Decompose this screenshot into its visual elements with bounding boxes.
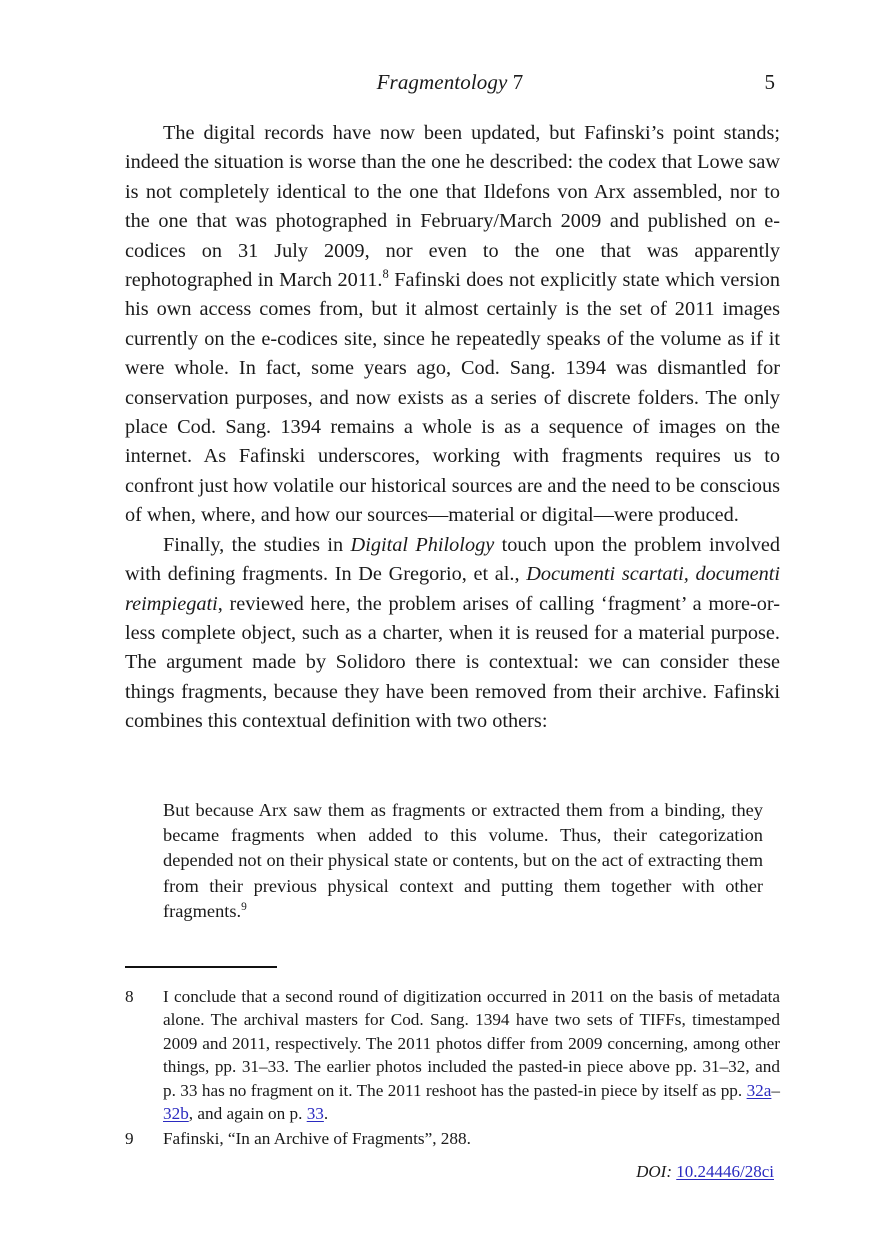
footnote-9-segment-1: Fafinski, “In an Archive of Fragments”, 288.	[163, 1129, 471, 1149]
volume-number: 7	[512, 70, 524, 94]
paragraph-2-segment-2: touch upon the problem involved with defining fragments. In De Gregorio, et al.,	[125, 533, 780, 586]
doi-link[interactable]: 10.24446/28ci	[676, 1162, 774, 1181]
footnote-reference-8[interactable]: 8	[382, 267, 389, 282]
footnote-8-segment-4: .	[323, 1104, 329, 1124]
block-quotation-body: But because Arx saw them as fragments or extracted them from a binding, they became fragments when added to this volume. Thus, their categorization depended not on their physical state or contents, but on the act of extracting them from their previous physical context and putting them together with other fragments.	[163, 800, 763, 921]
paragraph-1-segment-2: Fafinski does not explicitly state which version his own access comes from, but it almost certainly is the set of 2011 images currently on the e-codices site, since he repeatedly speaks of the volume as if it were whole. In fact, some years ago, Cod. Sang. 1394 was dismantled for conservation purposes, and now exists as a series of discrete folders. The only place Cod. Sang. 1394 remains a whole is as a sequence of images on the internet. As Fafinski underscores, working with fragments requires us to confront just how volatile our historical sources are and the need to be conscious of when, where, and how our sources—material or digital—were produced.	[125, 269, 781, 527]
main-text-block	[125, 119, 781, 921]
paragraph-2	[125, 531, 780, 737]
footnote-section	[125, 966, 780, 1153]
footnote-9-number: 9	[125, 1129, 134, 1149]
running-head	[125, 70, 775, 100]
footnote-link-32b[interactable]: 32b	[163, 1104, 189, 1124]
paragraph-1-segment-1: The digital records have now been updated, but Fafinski’s point stands; indeed the situation is worse than the one he described: the codex that Lowe saw is not completely identical to the one that Ildefons von Arx assembled, nor to the one that was photographed in February/March 2009 and published on e-codices on 31 July 2009, nor even to the one that was apparently rephotographed in March 2011.	[125, 122, 780, 292]
italic-title-documenti-scartati: Documenti scartati, documenti reimpiegati	[125, 563, 780, 615]
paragraph-2-segment-1: Finally, the studies in	[163, 533, 351, 556]
block-quotation	[163, 798, 763, 924]
doi-label: DOI:	[636, 1162, 672, 1181]
footnote-separator-rule	[125, 966, 277, 968]
footnote-8	[125, 985, 780, 1125]
footnote-9	[125, 1127, 780, 1150]
footnote-8-number: 8	[125, 987, 134, 1006]
footnote-reference-9[interactable]: 9	[241, 900, 247, 913]
doi-line	[636, 1162, 774, 1182]
footnote-8-segment-2: –	[771, 1080, 780, 1100]
footnote-link-33[interactable]: 33	[306, 1104, 324, 1124]
paragraph-2-segment-3: , reviewed here, the problem arises of calling ‘fragment’ a more-or-less complete object, such as a charter, when it is reused for a material purpose. The argument made by Solidoro there is contextual: we can consider these things fragments, because they have been removed from their archive. Fafinski combines this contextual definition with two others:	[125, 592, 780, 733]
footnote-link-32a[interactable]: 32a	[746, 1080, 772, 1100]
page-number: 5	[764, 70, 775, 94]
footnote-8-segment-3: , and again on p.	[188, 1104, 307, 1124]
italic-title-digital-philology: Digital Philology	[350, 533, 495, 556]
paragraph-1	[125, 119, 780, 531]
footnote-8-segment-1: I conclude that a second round of digitization occurred in 2011 on the basis of metadata alone. The archival masters for Cod. Sang. 1394 have two sets of TIFFs, timestamped 2009 and 2011, respectively. The 2011 photos differ from 2009 concerning, among other things, pp. 31–33. The earlier photos included the pasted-in piece above pp. 31–32, and p. 33 has no fragment on it. The 2011 reshoot has the pasted-in piece by itself as pp.	[163, 987, 780, 1100]
block-quotation-text	[163, 798, 763, 924]
journal-title-text: Fragmentology	[376, 70, 508, 94]
journal-title	[125, 70, 775, 95]
